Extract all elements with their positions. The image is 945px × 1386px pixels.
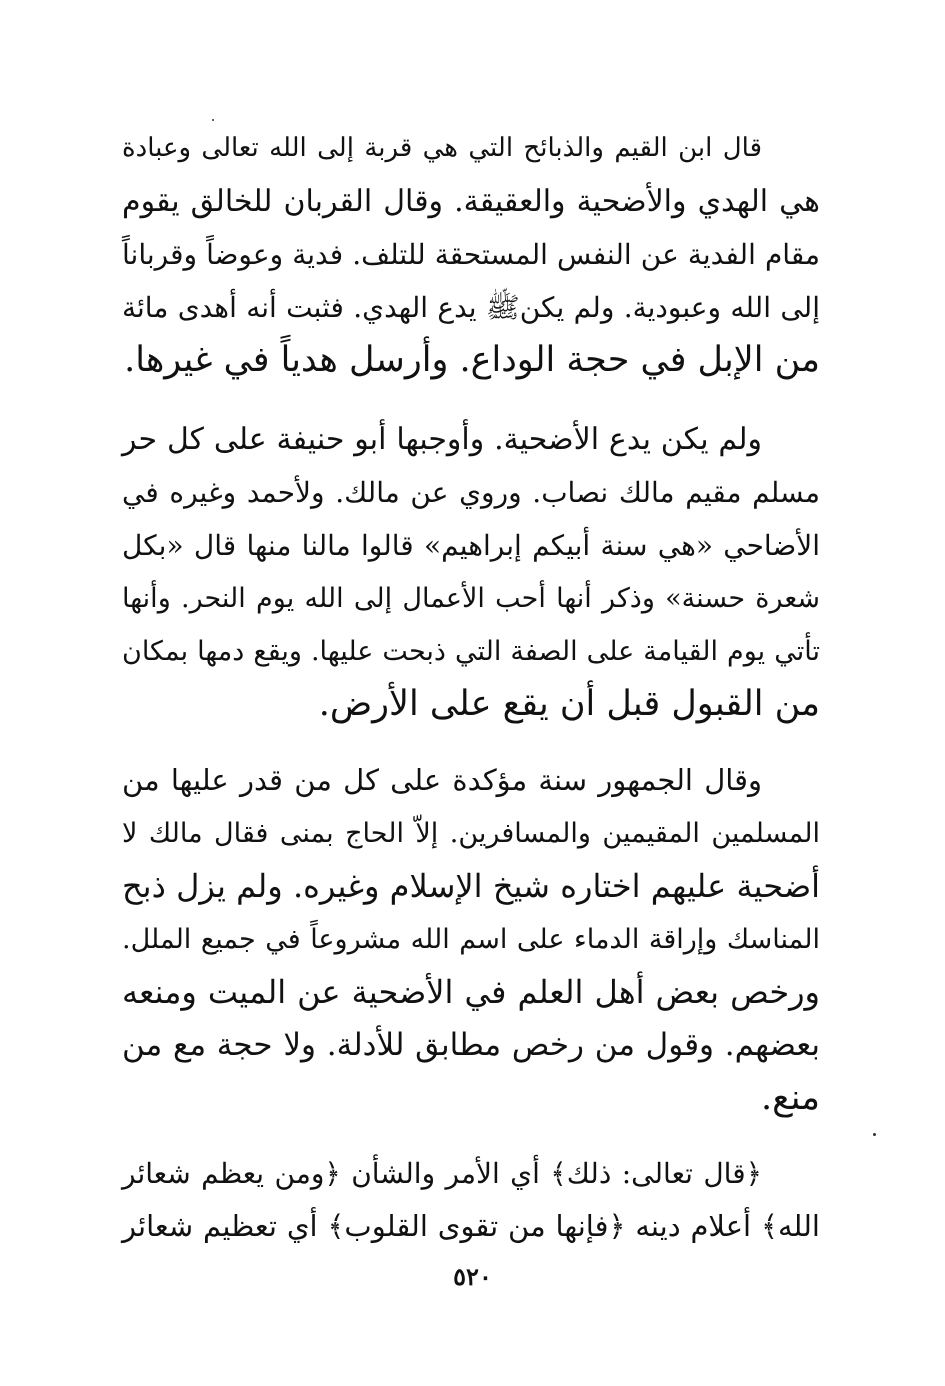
text-line: بعضهم. وقول من رخص مطابق للأدلة. ولا حجة مع من bbox=[122, 1027, 820, 1063]
text-line: ورخص بعض أهل العلم في الأضحية عن الميت ومنعه bbox=[122, 973, 820, 1011]
text-line: مقام الفدية عن النفس المستحقة للتلف. فدية وعوضاً وقرباناً bbox=[122, 238, 820, 271]
text-line: إلى الله وعبودية. ولم يكنﷺ يدع الهدي. فثبت أنه أهدى مائة bbox=[122, 291, 820, 324]
paragraph-ibn-al-qayyim bbox=[122, 122, 820, 387]
text-line: الأضاحي «هي سنة أبيكم إبراهيم» قالوا مالنا منها قال «بكل bbox=[122, 529, 820, 562]
text-line: المسلمين المقيمين والمسافرين. إلاّ الحاج بمنى فقال مالك لا bbox=[122, 818, 820, 849]
text-line: هي الهدي والأضحية والعقيقة. وقال القربان للخالق يقوم bbox=[122, 184, 820, 219]
print-speck bbox=[212, 119, 214, 121]
text-line: من الإبل في حجة الوداع. وأرسل هدياً في غيرها. bbox=[124, 340, 820, 380]
text-line: منع. bbox=[760, 1078, 820, 1118]
text-line: وقال الجمهور سنة مؤكدة على كل من قدر عليها من bbox=[122, 763, 762, 797]
page-number: ٥٢٠ bbox=[453, 1262, 492, 1291]
text-line: تأتي يوم القيامة على الصفة التي ذبحت عليها. ويقع دمها بمكان bbox=[122, 636, 820, 667]
text-line: شعرة حسنة» وذكر أنها أحب الأعمال إلى الله يوم النحر. وأنها bbox=[122, 583, 820, 614]
text-line: ولم يكن يدع الأضحية. وأوجبها أبو حنيفة على كل حر bbox=[122, 422, 762, 457]
text-line: من القبول قبل أن يقع على الأرض. bbox=[318, 684, 820, 724]
text-line: قال ابن القيم والذبائح التي هي قربة إلى الله تعالى وعبادة bbox=[122, 133, 762, 163]
text-line: المناسك وإراقة الدماء على اسم الله مشروعاً في جميع الملل. bbox=[122, 924, 820, 955]
paragraph-quran-commentary bbox=[122, 1147, 820, 1253]
print-speck bbox=[873, 1133, 876, 1136]
paragraph-udhiyah-ruling bbox=[122, 413, 820, 731]
text-line: مسلم مقيم مالك نصاب. وروي عن مالك. ولأحمد وغيره في bbox=[122, 476, 820, 509]
text-line: الله﴾ أعلام دينه ﴿فإنها من تقوى القلوب﴾ أي تعظيم شعائر bbox=[122, 1209, 820, 1243]
text-line: أضحية عليهم اختاره شيخ الإسلام وغيره. ولم يزل ذبح bbox=[122, 867, 820, 905]
text-line: ﴿قال تعالى: ذلك﴾ أي الأمر والشأن ﴿ومن يعظم شعائر bbox=[122, 1157, 762, 1190]
paragraph-jumhur-view bbox=[122, 754, 820, 1125]
